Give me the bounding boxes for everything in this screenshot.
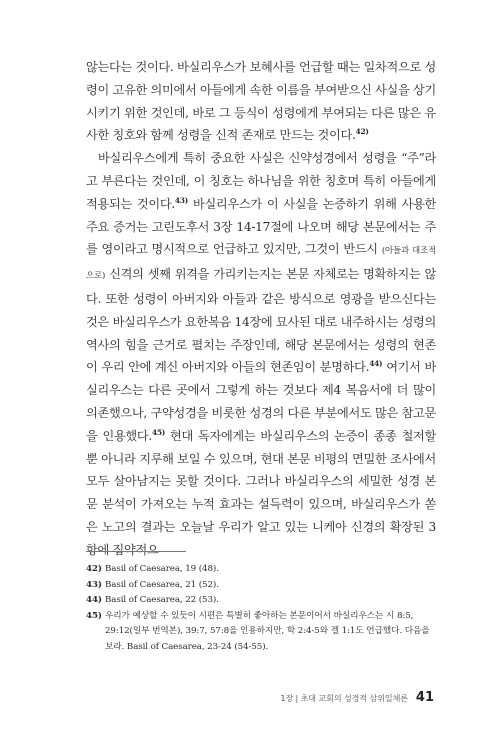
- footnote-number: 44): [86, 595, 102, 606]
- paragraph-1-text: 않는다는 것이다. 바실리우스가 보혜사를 언급할 때는 일차적으로 성령이 고유한 의미에서 아들에게 속한 이름을 부여받으신 사실을 상기시키기 위한 것인데, 바로 그 등식이 성령에게 부여되는 다른 많은 유사한 칭호와 함께 성령을 신적 존재로 만드는 것이다.: [86, 60, 436, 143]
- footnote-43: [86, 578, 438, 594]
- paragraph-2-text-e: 현대 독자에게는 바실리우스의 논증이 종종 철저할 뿐 아니라 지루해 보일 수 있으며, 현대 본문 비평의 면밀한 조사에서 모두 살아남지는 못할 것이다. 그러나 바실리우스의 세밀한 성경 본문 분석이 가져오는 누적 효과는 설득력이 있으며, 바실리우스가 쏟은 노고의 결과는 오늘날 우리가 알고 있는 니케아 신경의 확장된 3항에 집약적으: [86, 428, 436, 557]
- footnote-ref-43[interactable]: 43): [174, 195, 188, 205]
- footnote-number: 43): [86, 579, 102, 590]
- footnote-ref-44[interactable]: 44): [369, 359, 383, 369]
- footnote-text: Basil of Caesarea, 19 (48).: [105, 564, 219, 574]
- paragraph-2-text-d: 여기서 바실리우스는 다른 곳에서 그렇게 하는 것보다 제4 복음서에 더 많이 의존했으나, 구약성경을 비롯한 성경의 다른 부분에서도 많은 참고문을 인용했다.: [86, 360, 436, 443]
- paragraph-2-aside: (아들과 대조적으로): [86, 246, 436, 282]
- page-footer: [280, 690, 434, 705]
- main-text: [86, 56, 436, 562]
- footnote-44: [86, 593, 438, 609]
- footnote-ref-42[interactable]: 42): [355, 127, 369, 137]
- footnotes: [86, 562, 438, 656]
- footnote-number: 42): [86, 564, 102, 574]
- paragraph-1: [86, 56, 436, 147]
- footnote-42: [86, 562, 438, 578]
- paragraph-2-text-c: 신격의 셋째 위격을 가리키는지는 본문 자체로는 명확하지는 않다. 또한 성령이 아버지와 아들과 같은 방식으로 영광을 받으신다는 것은 바실리우스가 요한복음 14장에 묘사된 대로 내주하시는 성령의 역사의 힘을 근거로 펼치는 주장인데, 해당 본문에서는 성령의 현존이 우리 안에 계신 아버지와 아들의 현존임이 분명하다.: [86, 267, 436, 375]
- footnote-number: 45): [86, 610, 102, 621]
- paragraph-2-text-a: 바실리우스에게 특히 중요한 사실은 신약성경에서 성령을 “주”라고 부른다는 것인데, 이 칭호는 하나님을 위한 칭호며 특히 아들에게 적용되는 것이다.: [86, 151, 436, 211]
- footnote-text: Basil of Caesarea, 22 (53).: [105, 595, 219, 606]
- footnote-text: Basil of Caesarea, 21 (52).: [105, 579, 219, 590]
- footnote-divider: [86, 551, 186, 552]
- footnote-ref-45[interactable]: 45): [151, 427, 166, 437]
- paragraph-2: [86, 147, 436, 561]
- footnote-45: [86, 609, 438, 656]
- page-number: 41: [415, 690, 434, 705]
- footnote-text: 우리가 예상할 수 있듯이 시편은 특별히 좋아하는 본문이어서 바실리우스는 시 8:5, 29:12(일부 번역본), 39:7, 57:8을 인용하지만, 학 2:4-5와 겔 1:1도 언급했다. 다음을 보라. Basil of Caesarea, 23-24 (54-55).: [105, 610, 430, 652]
- running-head: 1장 | 초대 교회의 성경적 삼위일체론: [280, 693, 408, 703]
- paragraph-2-text-b: 바실리우스가 이 사실을 논증하기 위해 사용한 주요 증거는 고린도후서 3장 14-17절에 나오며 해당 본문에서는 주를 영이라고 명시적으로 언급하고 있지만, 그것이 반드시: [86, 196, 436, 257]
